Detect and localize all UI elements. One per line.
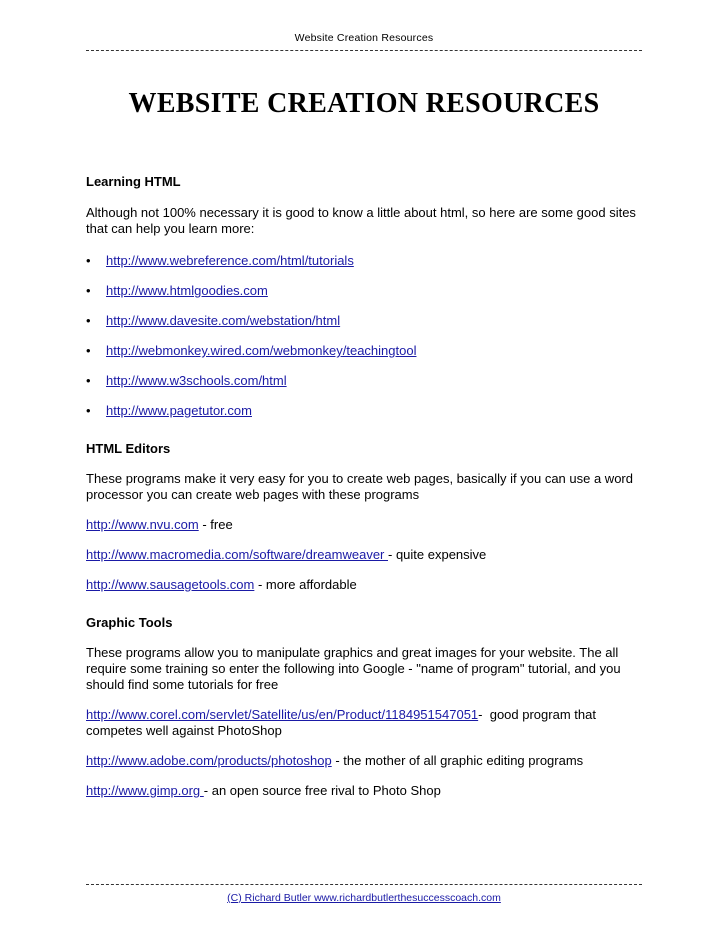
link-gimp[interactable]: http://www.gimp.org — [86, 783, 204, 798]
document-body — [86, 174, 642, 799]
list-item — [86, 403, 642, 419]
link-nvu[interactable]: http://www.nvu.com — [86, 517, 199, 532]
bullet-icon: • — [86, 343, 91, 358]
editor-note: - free — [198, 517, 233, 532]
section-heading-learning-html: Learning HTML — [86, 174, 181, 189]
running-header: Website Creation Resources — [294, 32, 434, 44]
list-item — [86, 313, 642, 329]
list-item — [86, 343, 642, 359]
graphics-entry — [86, 783, 642, 799]
link-dreamweaver[interactable]: http://www.macromedia.com/software/dreamweaver — [86, 547, 388, 562]
graphics-note: - good program that competes well against PhotoShop — [86, 707, 600, 738]
list-item — [86, 253, 642, 269]
editor-entry — [86, 517, 642, 533]
graphics-note: - an open source free rival to Photo Shop — [203, 783, 441, 798]
document-title: WEBSITE CREATION RESOURCES — [128, 88, 600, 119]
list-item — [86, 373, 642, 389]
editor-entry — [86, 577, 642, 593]
bullet-icon: • — [86, 313, 91, 328]
editor-note: - more affordable — [254, 577, 357, 592]
graphics-entry — [86, 707, 642, 739]
editor-note: - quite expensive — [388, 547, 487, 562]
link-davesite[interactable]: http://www.davesite.com/webstation/html — [106, 313, 341, 328]
link-corel[interactable]: http://www.corel.com/servlet/Satellite/us/en/Product/1184951547051 — [86, 707, 479, 722]
link-webreference[interactable]: http://www.webreference.com/html/tutorials — [106, 253, 354, 268]
graphics-entry — [86, 753, 642, 769]
graphics-note: - the mother of all graphic editing programs — [331, 753, 584, 768]
link-w3schools[interactable]: http://www.w3schools.com/html — [106, 373, 287, 388]
bullet-icon: • — [86, 283, 91, 298]
link-sausagetools[interactable]: http://www.sausagetools.com — [86, 577, 255, 592]
editor-entry — [86, 547, 642, 563]
editors-intro-paragraph: These programs make it very easy for you to create web pages, basically if you can use a word processor you can create web pages with these programs — [86, 471, 633, 502]
bullet-icon: • — [86, 373, 91, 388]
list-item — [86, 283, 642, 299]
learning-links-list — [86, 253, 642, 419]
learning-intro-paragraph: Although not 100% necessary it is good to know a little about html, so here are some good sites that can help you learn more: — [86, 205, 636, 236]
footer-copyright-link[interactable]: (C) Richard Butler www.richardbutlerthesuccesscoach.com — [227, 892, 501, 904]
link-pagetutor[interactable]: http://www.pagetutor.com — [106, 403, 252, 418]
footer — [86, 892, 642, 904]
graphics-intro-paragraph: These programs allow you to manipulate graphics and great images for your website. The all require some training so enter the following into Google - "name of program" tutorial, and you should find some tutorials for free — [86, 645, 621, 692]
bullet-icon: • — [86, 403, 91, 418]
link-adobe-photoshop[interactable]: http://www.adobe.com/products/photoshop — [86, 753, 332, 768]
section-heading-html-editors: HTML Editors — [86, 441, 171, 456]
header-divider — [86, 50, 642, 51]
bullet-icon: • — [86, 253, 91, 268]
link-htmlgoodies[interactable]: http://www.htmlgoodies.com — [106, 283, 268, 298]
footer-divider — [86, 884, 642, 885]
section-heading-graphic-tools: Graphic Tools — [86, 615, 173, 630]
link-webmonkey[interactable]: http://webmonkey.wired.com/webmonkey/teachingtool — [106, 343, 417, 358]
